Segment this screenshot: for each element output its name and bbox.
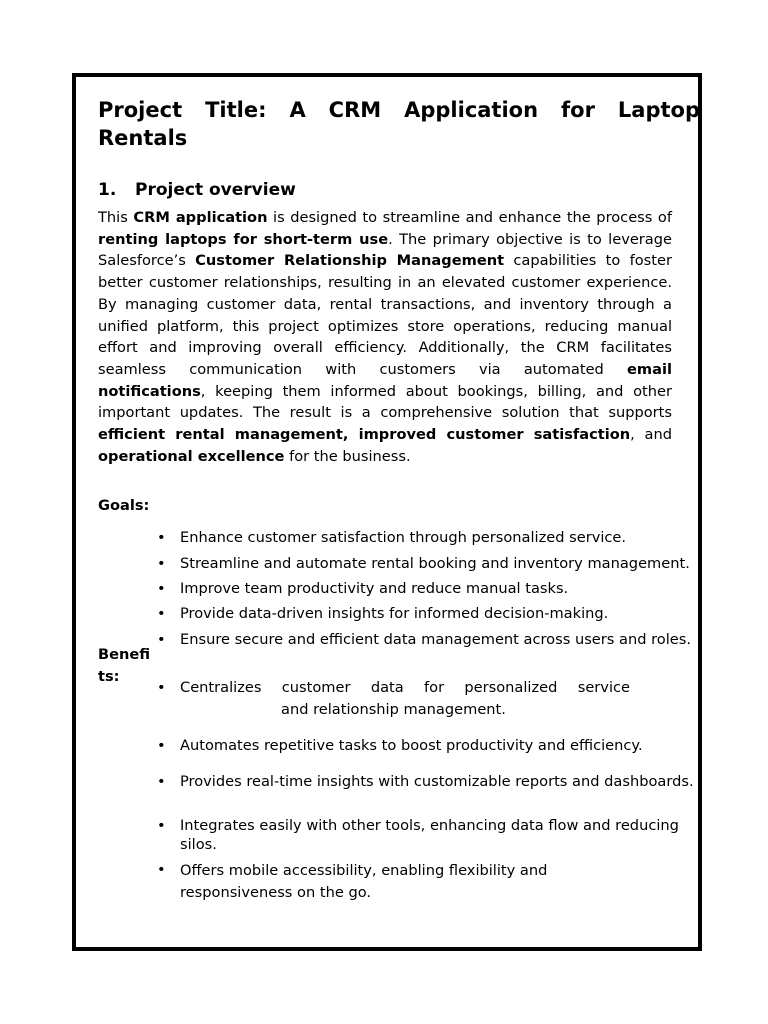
goal-item xyxy=(157,604,702,623)
benefits-label: Benefits: xyxy=(98,646,151,685)
goal-text: Provide data-driven insights for informed decision-making. xyxy=(180,605,609,622)
bullet-icon: • xyxy=(157,773,166,790)
goal-text: Improve team productivity and reduce manual tasks. xyxy=(180,580,569,597)
benefit-text: Automates repetitive tasks to boost productivity and efficiency. xyxy=(180,737,643,754)
overview-paragraph xyxy=(98,207,672,467)
benefit-text xyxy=(180,678,630,719)
goal-text: Ensure secure and efficient data management across users and roles. xyxy=(180,631,692,648)
overview-text: is designed to streamline and enhance the process of xyxy=(267,209,672,226)
section-heading xyxy=(98,179,296,201)
goal-item xyxy=(157,630,702,649)
goal-text: Streamline and automate rental booking and inventory management. xyxy=(180,555,690,572)
overview-bold-text: renting laptops for short-term use xyxy=(98,230,389,248)
bullet-icon: • xyxy=(157,861,166,878)
overview-text: , and xyxy=(630,426,673,444)
benefit-item xyxy=(157,772,702,791)
benefit-text-line: and relationship management. xyxy=(281,701,506,718)
section-heading-text: Project overview xyxy=(135,180,296,200)
goal-item xyxy=(157,528,702,547)
overview-text: , keeping them informed about bookings, billing, and other important updates. The result is a comprehensive solution that supports xyxy=(98,382,672,422)
bullet-icon: • xyxy=(157,555,166,572)
benefit-item xyxy=(157,860,702,904)
overview-bold-text: Customer Relationship Management xyxy=(195,252,505,270)
bullet-icon: • xyxy=(157,679,166,696)
bullet-icon: • xyxy=(157,817,166,834)
benefit-text: Integrates easily with other tools, enhancing data flow and reducing silos. xyxy=(180,817,679,853)
goal-item xyxy=(157,579,702,598)
overview-text: . The primary objective is to leverage Salesforce’s xyxy=(98,230,672,270)
bullet-icon: • xyxy=(157,605,166,622)
overview-bold-text: email notifications xyxy=(98,360,672,400)
bullet-icon: • xyxy=(157,737,166,754)
project-title: Project Title: A CRM Application for Laptop Rentals xyxy=(98,98,700,150)
goals-label: Goals: xyxy=(98,497,150,514)
bullet-icon: • xyxy=(157,580,166,597)
benefit-text: Offers mobile accessibility, enabling flexibility and responsiveness on the go. xyxy=(180,862,548,901)
overview-text: capabilities to foster better customer relationships, resulting in an elevated customer experience. By managing customer data, rental transactions, and inventory through a unified platform, this project optimizes store operations, reducing manual effort and improving overall efficiency. Additionally, the CRM facilitates seamless communication with customers via automated xyxy=(98,252,672,378)
benefit-text: Provides real-time insights with customizable reports and dashboards. xyxy=(180,773,694,790)
overview-bold-text: CRM application xyxy=(133,209,268,226)
bullet-icon: • xyxy=(157,631,166,648)
overview-bold-text: efficient rental management, improved customer satisfaction xyxy=(98,426,631,444)
benefit-item xyxy=(157,678,702,719)
benefit-item xyxy=(157,736,702,755)
goal-item xyxy=(157,554,702,573)
section-number: 1. xyxy=(98,180,117,200)
overview-text: This xyxy=(98,209,134,226)
overview-bold-text: operational excellence xyxy=(98,447,285,465)
goal-text: Enhance customer satisfaction through personalized service. xyxy=(180,529,627,546)
benefit-item xyxy=(157,816,702,854)
benefit-text-line: Centralizes customer data for personalized service xyxy=(180,679,630,696)
bullet-icon: • xyxy=(157,529,166,546)
overview-text: for the business. xyxy=(284,447,411,465)
